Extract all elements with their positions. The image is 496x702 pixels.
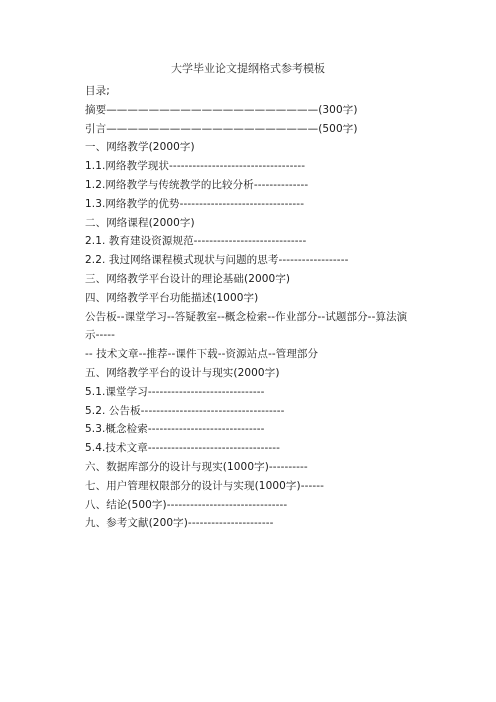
toc-line-section-2: 二、网络课程(2000字) <box>85 216 195 229</box>
toc-line-section-4: 四、网络教学平台功能描述(1000字) <box>85 291 259 304</box>
toc-line-2-1: 2.1. 教育建设资源规范----------------------------- <box>85 235 307 248</box>
toc-line-abstract: 摘要————————————————————(300字) <box>85 103 358 116</box>
toc-line-5-3: 5.3.概念检索------------------------------ <box>85 423 265 436</box>
toc-line-introduction: 引言————————————————————(500字) <box>85 122 358 135</box>
toc-line-section-5: 五、网络教学平台的设计与现实(2000字) <box>85 366 280 379</box>
toc-line-section-7: 七、用户管理权限部分的设计与实现(1000字)------ <box>85 479 325 492</box>
toc-line-section-3: 三、网络教学平台设计的理论基础(2000字) <box>85 272 291 285</box>
toc-line-section-6: 六、数据库部分的设计与现实(1000字)---------- <box>85 460 308 473</box>
toc-line-features: 公告板--课堂学习--答疑教室--概念检索--作业部分--试题部分--算法演示----- <box>85 310 408 342</box>
toc-line-section-9: 九、参考文献(200字)---------------------- <box>85 517 274 530</box>
toc-line-1-3: 1.3.网络教学的优势-------------------------------- <box>85 197 305 210</box>
toc-line-5-4: 5.4.技术文章---------------------------------- <box>85 442 281 455</box>
toc-line-1-2: 1.2.网络教学与传统教学的比较分析-------------- <box>85 178 309 191</box>
document-title: 大学毕业论文提纲格式参考模板 <box>171 62 325 75</box>
toc-line-section-8: 八、结论(500字)------------------------------- <box>85 498 288 511</box>
toc-line-features-cont: -- 技术文章--推荐--课件下载--资源站点--管理部分 <box>85 348 319 361</box>
toc-line-section-1: 一、网络教学(2000字) <box>85 141 195 154</box>
toc-line-5-1: 5.1.课堂学习------------------------------ <box>85 385 265 398</box>
toc-line-1-1: 1.1.网络教学现状----------------------------------- <box>85 160 306 173</box>
toc-line-2-2: 2.2. 我过网络课程模式现状与问题的思考------------------ <box>85 254 349 267</box>
toc-line-5-2: 5.2. 公告板------------------------------------- <box>85 404 285 417</box>
toc-heading: 目录; <box>85 85 110 97</box>
table-of-contents <box>85 82 415 533</box>
